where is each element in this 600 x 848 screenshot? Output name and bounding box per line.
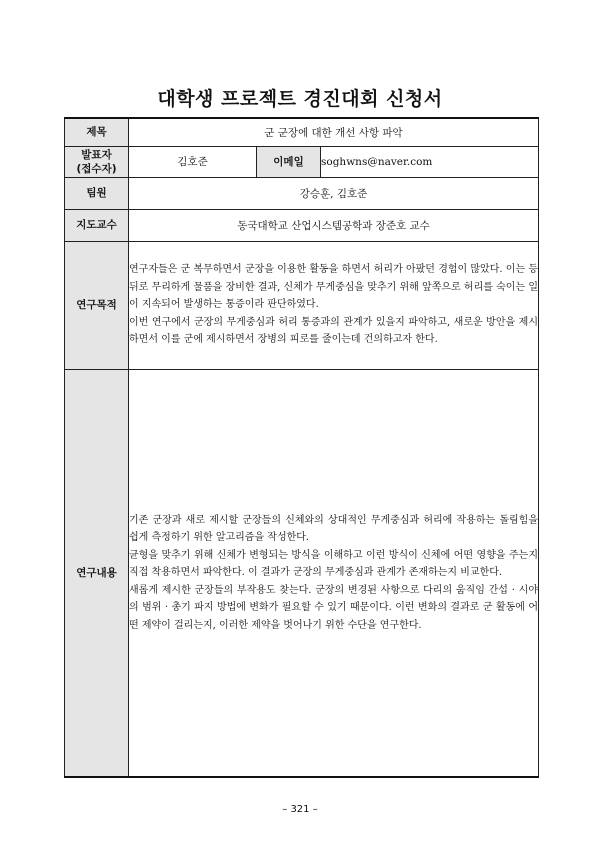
presenter-label — [65, 146, 129, 177]
content-paragraph: 균형을 맞추기 위해 신체가 변형되는 방식을 이해하고 이런 방식이 신체에 어떤 영향을 주는지 직접 착용하면서 파악한다. 이 결과가 군장의 무게중심과 관계가 존재하는지 비교한다. — [129, 549, 538, 578]
page-number: – 321 – — [282, 804, 318, 815]
presenter-label-line2: (접수자) — [76, 162, 117, 175]
subject-row — [65, 118, 539, 146]
presenter-row — [65, 146, 539, 177]
page-title: 대학생 프로젝트 경진대회 신청서 — [157, 88, 443, 110]
content-row — [65, 369, 539, 777]
team-value: 강승훈, 김호준 — [129, 177, 539, 209]
content-label: 연구내용 — [65, 369, 129, 777]
purpose-paragraph: 이번 연구에서 군장의 무게중심과 허리 통증과의 관계가 있을지 파악하고, 새로운 방안을 제시하면서 이를 군에 제시하면서 장병의 피로를 줄이는데 건의하고자 한다. — [129, 316, 538, 346]
content-body — [129, 369, 539, 777]
advisor-label: 지도교수 — [65, 209, 129, 241]
advisor-value: 동국대학교 산업시스템공학과 장준호 교수 — [129, 209, 539, 241]
purpose-row — [65, 241, 539, 369]
email-value: soghwns@naver.com — [321, 146, 539, 177]
team-row — [65, 177, 539, 209]
purpose-paragraph: 연구자들은 군 복무하면서 군장을 이용한 활동을 하면서 허리가 아팠던 경험이 많았다. 이는 등 뒤로 무리하게 물품을 장비한 결과, 신체가 무게중심을 맞추기 위해 앞쪽으로 허리를 숙이는 일이 지속되어 발생하는 통증이라 판단하였다. — [129, 264, 538, 311]
email-label: 이메일 — [257, 146, 321, 177]
team-label: 팀원 — [65, 177, 129, 209]
purpose-content — [129, 241, 539, 369]
advisor-row — [65, 209, 539, 241]
application-form-table — [64, 117, 539, 778]
content-paragraph: 새롭게 제시한 군장들의 부작용도 찾는다. 군장의 변경된 사항으로 다리의 움직임 간섭 · 시야의 범위 · 총기 파지 방법에 변화가 필요할 수 있기 때문이다. 이런 변화의 결과로 군 활동에 어떤 제약이 걸리는지, 이러한 제약을 벗어나기 위한 수단을 연구한다. — [129, 584, 538, 631]
content-paragraph: 기존 군장과 새로 제시할 군장들의 신체와의 상대적인 무게중심과 허리에 작용하는 돌림힘을 쉽게 측정하기 위한 알고리즘을 작성한다. — [129, 514, 538, 543]
subject-label: 제목 — [65, 118, 129, 146]
subject-value: 군 군장에 대한 개선 사항 파악 — [129, 118, 539, 146]
purpose-label: 연구목적 — [65, 241, 129, 369]
presenter-value: 김호준 — [129, 146, 257, 177]
presenter-label-line1: 발표자 — [81, 148, 112, 161]
